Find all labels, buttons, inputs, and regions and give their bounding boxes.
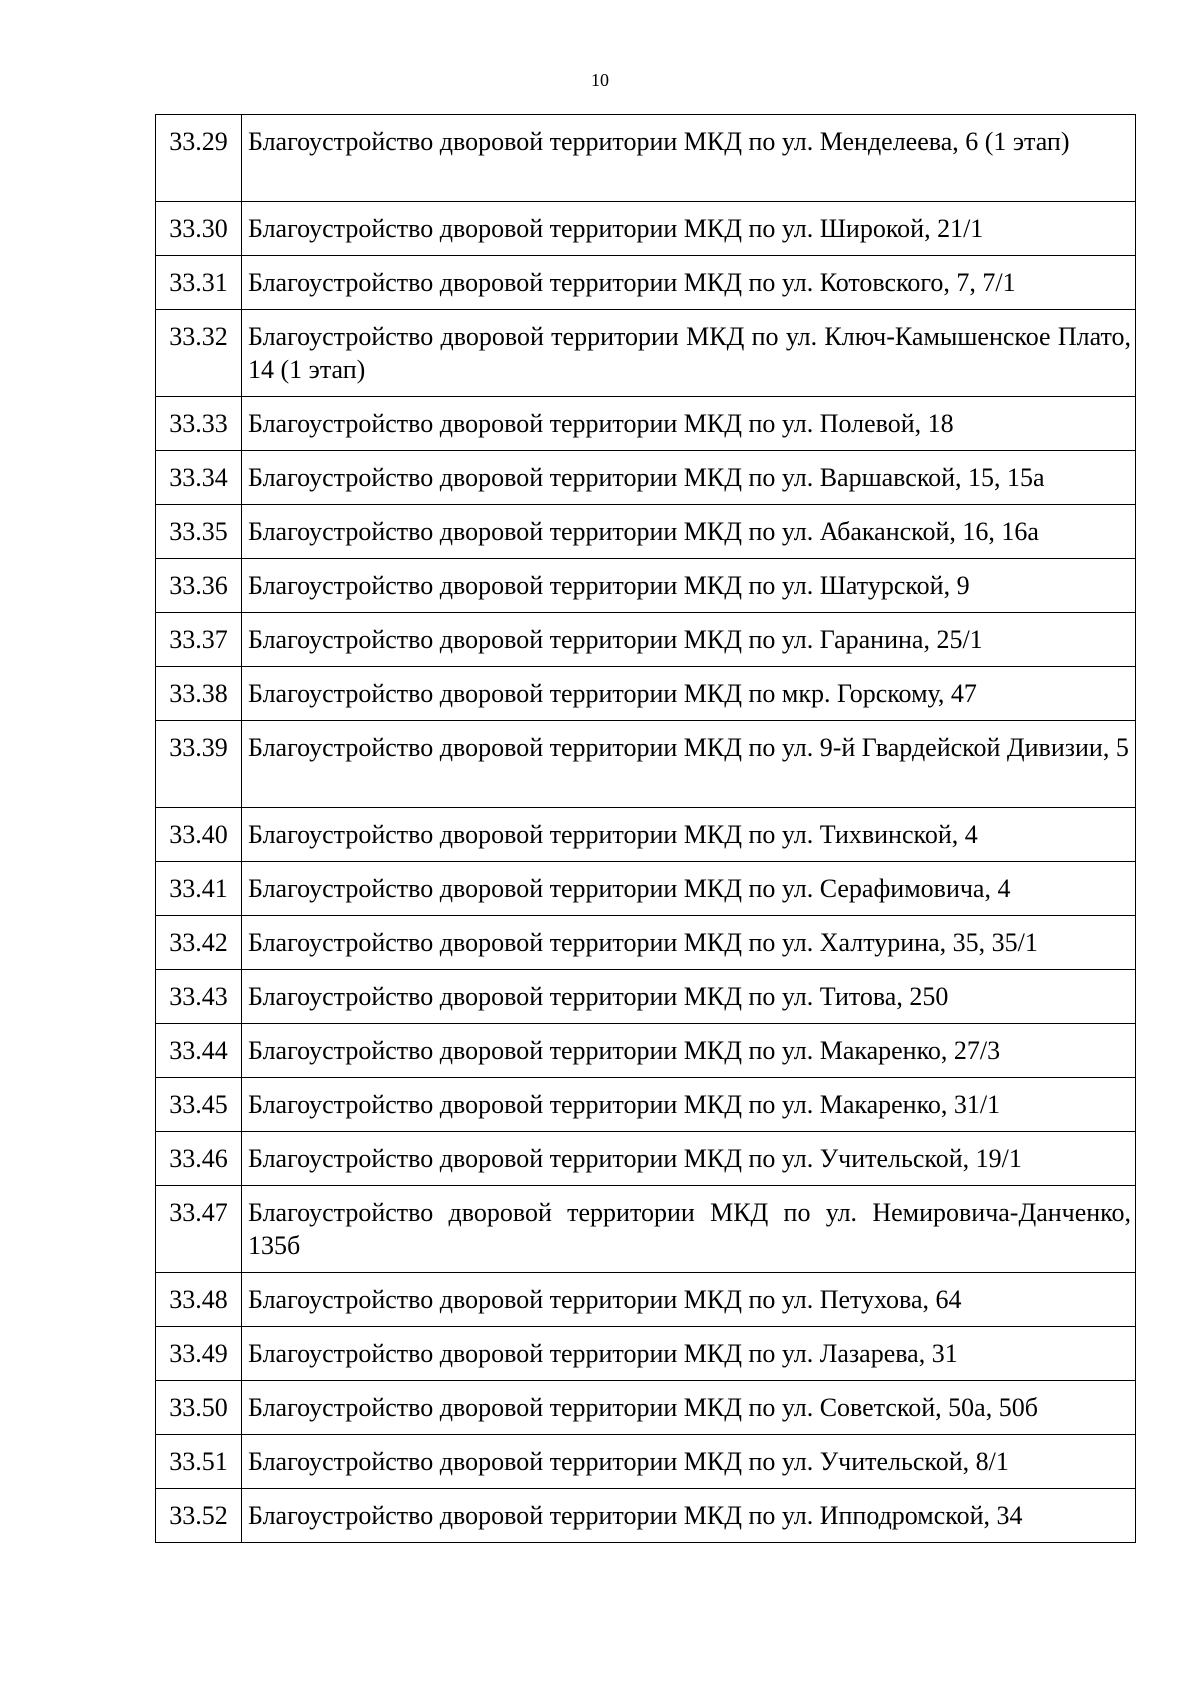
table-row — [156, 970, 1136, 1024]
table-row — [156, 451, 1136, 505]
row-number: 33.45 — [156, 1078, 242, 1132]
row-description: Благоустройство дворовой территории МКД по ул. Полевой, 18 — [242, 397, 1136, 451]
row-description: Благоустройство дворовой территории МКД по ул. Учительской, 19/1 — [242, 1132, 1136, 1186]
table-row — [156, 1435, 1136, 1489]
table-row — [156, 1024, 1136, 1078]
row-description: Благоустройство дворовой территории МКД по мкр. Горскому, 47 — [242, 667, 1136, 721]
page-number: 10 — [591, 70, 609, 90]
row-description: Благоустройство дворовой территории МКД по ул. Серафимовича, 4 — [242, 862, 1136, 916]
table-row — [156, 397, 1136, 451]
row-number: 33.46 — [156, 1132, 242, 1186]
row-description: Благоустройство дворовой территории МКД по ул. Котовского, 7, 7/1 — [242, 256, 1136, 310]
row-description: Благоустройство дворовой территории МКД по ул. Халтурина, 35, 35/1 — [242, 916, 1136, 970]
row-description: Благоустройство дворовой территории МКД по ул. 9-й Гвардейской Дивизии, 5 — [242, 721, 1136, 808]
table-row — [156, 1381, 1136, 1435]
row-description: Благоустройство дворовой территории МКД по ул. Абаканской, 16, 16а — [242, 505, 1136, 559]
row-description: Благоустройство дворовой территории МКД по ул. Макаренко, 31/1 — [242, 1078, 1136, 1132]
row-number: 33.49 — [156, 1327, 242, 1381]
row-number: 33.43 — [156, 970, 242, 1024]
table-row — [156, 310, 1136, 397]
row-number: 33.34 — [156, 451, 242, 505]
row-description: Благоустройство дворовой территории МКД по ул. Варшавской, 15, 15а — [242, 451, 1136, 505]
row-number: 33.41 — [156, 862, 242, 916]
works-table — [155, 114, 1136, 1543]
row-description: Благоустройство дворовой территории МКД по ул. Лазарева, 31 — [242, 1327, 1136, 1381]
row-description: Благоустройство дворовой территории МКД по ул. Немировича-Данченко, 135б — [242, 1186, 1136, 1273]
table-row — [156, 202, 1136, 256]
table-row — [156, 559, 1136, 613]
row-description: Благоустройство дворовой территории МКД по ул. Макаренко, 27/3 — [242, 1024, 1136, 1078]
table-row — [156, 1273, 1136, 1327]
row-number: 33.35 — [156, 505, 242, 559]
row-description: Благоустройство дворовой территории МКД по ул. Петухова, 64 — [242, 1273, 1136, 1327]
row-number: 33.40 — [156, 808, 242, 862]
row-number: 33.42 — [156, 916, 242, 970]
table-row — [156, 1327, 1136, 1381]
row-description: Благоустройство дворовой территории МКД по ул. Широкой, 21/1 — [242, 202, 1136, 256]
row-number: 33.30 — [156, 202, 242, 256]
table-row — [156, 808, 1136, 862]
table-row — [156, 115, 1136, 202]
row-description: Благоустройство дворовой территории МКД по ул. Тихвинской, 4 — [242, 808, 1136, 862]
row-description: Благоустройство дворовой территории МКД по ул. Титова, 250 — [242, 970, 1136, 1024]
table-row — [156, 862, 1136, 916]
row-number: 33.52 — [156, 1489, 242, 1543]
table-row — [156, 721, 1136, 808]
row-number: 33.36 — [156, 559, 242, 613]
table-row — [156, 1132, 1136, 1186]
row-number: 33.51 — [156, 1435, 242, 1489]
row-description: Благоустройство дворовой территории МКД по ул. Ключ-Камышенское Плато, 14 (1 этап) — [242, 310, 1136, 397]
row-number: 33.47 — [156, 1186, 242, 1273]
row-number: 33.44 — [156, 1024, 242, 1078]
table-row — [156, 1489, 1136, 1543]
table-row — [156, 667, 1136, 721]
table-row — [156, 1186, 1136, 1273]
table-row — [156, 1078, 1136, 1132]
row-description: Благоустройство дворовой территории МКД по ул. Гаранина, 25/1 — [242, 613, 1136, 667]
table-row — [156, 256, 1136, 310]
row-number: 33.32 — [156, 310, 242, 397]
row-description: Благоустройство дворовой территории МКД по ул. Учительской, 8/1 — [242, 1435, 1136, 1489]
row-description: Благоустройство дворовой территории МКД по ул. Шатурской, 9 — [242, 559, 1136, 613]
table-row — [156, 613, 1136, 667]
row-number: 33.33 — [156, 397, 242, 451]
row-number: 33.29 — [156, 115, 242, 202]
row-number: 33.38 — [156, 667, 242, 721]
row-description: Благоустройство дворовой территории МКД по ул. Ипподромской, 34 — [242, 1489, 1136, 1543]
row-description: Благоустройство дворовой территории МКД по ул. Советской, 50а, 50б — [242, 1381, 1136, 1435]
table-row — [156, 505, 1136, 559]
row-number: 33.48 — [156, 1273, 242, 1327]
row-number: 33.39 — [156, 721, 242, 808]
row-number: 33.31 — [156, 256, 242, 310]
row-number: 33.50 — [156, 1381, 242, 1435]
row-number: 33.37 — [156, 613, 242, 667]
table-row — [156, 916, 1136, 970]
row-description: Благоустройство дворовой территории МКД по ул. Менделеева, 6 (1 этап) — [242, 115, 1136, 202]
